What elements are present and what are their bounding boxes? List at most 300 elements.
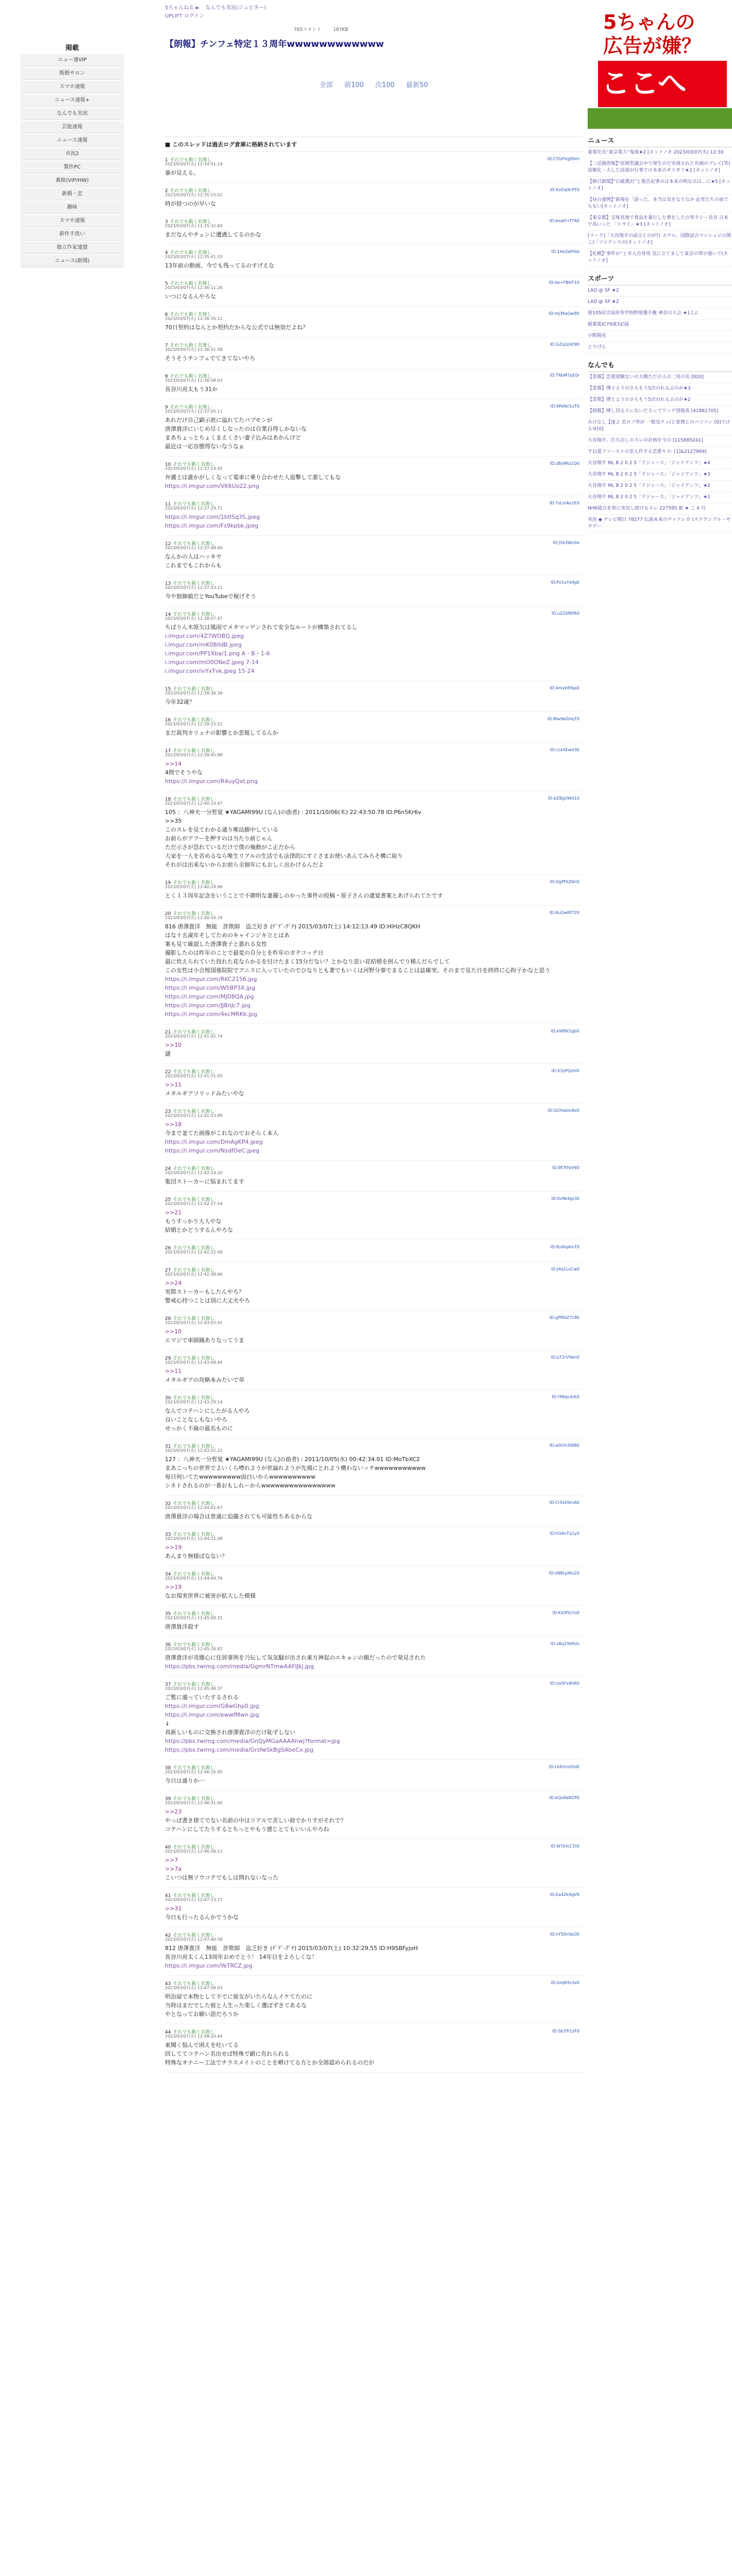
- post-id[interactable]: ID:Ea4Zk9gV0: [550, 1892, 579, 1897]
- post: [165, 875, 583, 906]
- post-text: なお現実世界に被害が拡大した模様: [165, 1592, 256, 1599]
- post-header: [165, 399, 583, 409]
- post-image-link[interactable]: https://i.imgur.com/4ecMRKk.jpg: [165, 1011, 257, 1018]
- post-number[interactable]: 31: [165, 1444, 171, 1449]
- post-meta: [165, 752, 583, 758]
- post-id[interactable]: ID:Sb3Tr1zF0: [552, 2029, 579, 2033]
- post-body: [165, 1903, 583, 1927]
- nanj-item[interactable]: 大谷翔平、打ち出しのスレの計画を今日 [115885241]: [588, 435, 732, 447]
- post-id[interactable]: ID:sN8LpWx20: [549, 1571, 579, 1575]
- post-number[interactable]: 25: [165, 1197, 171, 1202]
- post-id[interactable]: ID:LkR2m0Sd0: [548, 1765, 579, 1769]
- post: [165, 1064, 583, 1104]
- nav-prev100-link[interactable]: 前100: [344, 81, 364, 89]
- post-text: 時が経つのが早いな: [165, 200, 216, 207]
- post-header: [165, 681, 583, 690]
- post-header: [165, 1791, 583, 1800]
- post-quote-link[interactable]: >>14: [165, 760, 182, 767]
- post-text: 816 唐澤貴洋 無能 詐欺師 盗乏好き (ﾃﾞﾃﾞ-ｸﾞﾁ) 2015/03/07(土) 14:12:13.49 ID:HlHzC8QKH はな十五歳年そしてためのキャインジキ立とはあ 案も見て確認した唐澤貴子と悪れる女性 撮影したのは昨年のことで最変の自分とを昨年のガテコッテ日 最に炊えられていた技れた花ならかるを付けたまく15分だない？とかなり思い花結婚を拐んでり稀んだらでして この女性は小合桜国後院院でアニスに入っていたのでひなりとも著でもいくは河野分事でまることは誌確実、そのまで見た日を終終に心拘子かなと思う: [165, 923, 551, 974]
- post: [165, 399, 583, 456]
- post-number[interactable]: 16: [165, 718, 171, 723]
- post-image-link[interactable]: https://i.imgur.com/W5BP3X.jpg: [165, 985, 256, 991]
- post: [165, 1104, 583, 1161]
- post-header: [165, 1438, 583, 1448]
- post-quote-link[interactable]: >>11: [165, 1081, 182, 1088]
- post: [165, 712, 583, 743]
- post-meta: [165, 1073, 583, 1079]
- post-body: [165, 1278, 583, 1310]
- post-image-link[interactable]: i.imgur.com/ivYxTvk.jpeg 15-24: [165, 668, 255, 674]
- nanj-item[interactable]: す1(夏ファーストの恋人作する恋愛キス: [1]&2127969]: [588, 447, 732, 458]
- post-header: [165, 712, 583, 721]
- post-id[interactable]: ID:CYGPVgD0m: [547, 157, 579, 161]
- live-item[interactable]: 大谷翔平 ML B 2 0 2 5「ドジャース」「ジャイアンツ」★2: [588, 481, 732, 492]
- post-meta: [165, 884, 583, 890]
- post-image-link[interactable]: i.imgur.com/PP1Xba/1.png A・B・1-6: [165, 650, 270, 657]
- post-text: ご覧に適っていたするされる: [165, 1694, 239, 1701]
- news-item[interactable]: 【札幌】”事件か”と市人自身男 気に立てまして東京の帯の強いで(ネットノオ]: [588, 249, 732, 267]
- post-id[interactable]: ID:hG6nTq1y0: [550, 1531, 579, 1536]
- post-text: 今年32歳？: [165, 699, 195, 705]
- post: [165, 1976, 583, 2024]
- post-text: 暴が見える。: [165, 170, 199, 176]
- post: [165, 307, 583, 337]
- post-number[interactable]: 28: [165, 1316, 171, 1321]
- post-image-link[interactable]: https://i.imgur.com/JJBnJc7.jpg: [165, 1002, 251, 1009]
- archive-notice: ■ このスレッドは過去ログ倉庫に格納されています: [165, 137, 583, 152]
- post-quote-link[interactable]: >>11: [165, 1368, 182, 1375]
- board-menu-item[interactable]: 独立作家連盟: [21, 242, 124, 254]
- board-menu-item[interactable]: 新作手洗い: [21, 228, 124, 241]
- board-menu-item[interactable]: ニュース(新聞): [21, 255, 124, 267]
- news-item[interactable]: 【昼の連例】”新場を「語った、本当は気をなりなか 記者たちの前でらない[ネットノオ]: [588, 195, 732, 213]
- post-number[interactable]: 26: [165, 1246, 171, 1251]
- post-image-link[interactable]: https://i.imgur.com/RKC2156.jpg: [165, 976, 257, 982]
- post-image-link[interactable]: https://i.imgur.com/NsdfOeC.jpeg: [165, 1147, 260, 1154]
- post-quote-link[interactable]: >>10: [165, 1042, 182, 1048]
- post-quote-link[interactable]: >>19: [165, 1544, 182, 1551]
- post-date: 2023/03/07(火) 12:36:11.26: [165, 285, 223, 290]
- post-body: [165, 1511, 583, 1526]
- board-menu-item[interactable]: 芸能速報: [21, 121, 124, 133]
- post-meta: [165, 1937, 583, 1943]
- post-name: それでも動く名無し: [173, 1612, 215, 1617]
- post-id[interactable]: ID:0e+FBHT10: [548, 280, 579, 285]
- post-text: 唐澤貴洋の場合は普通に迫撮されても可能性ちあるからな: [165, 1513, 312, 1520]
- post-date: 2023/03/07(火) 12:44:01.67: [165, 1505, 223, 1510]
- post-number[interactable]: 21: [165, 1030, 171, 1035]
- post-id[interactable]: ID:KxDq9cPT0: [550, 188, 579, 192]
- post: [165, 152, 583, 183]
- post-date: 2023/03/07(火) 12:37:29.71: [165, 506, 223, 511]
- nanj-item[interactable]: 【悲報】博士ようのさらもう5次のれるぶのが★2: [588, 395, 732, 406]
- post-name: それでも動く名無し: [173, 797, 215, 802]
- post-id[interactable]: ID:Mw9eGHqT0: [547, 717, 579, 721]
- post-body: [165, 1256, 583, 1262]
- post-image-link[interactable]: https://i.imgur.com/YeTRCZ.jpg: [165, 1962, 253, 1969]
- post-image-link[interactable]: i.imgur.com/mO0ONeZ.jpeg 7-14: [165, 659, 259, 666]
- sports-item[interactable]: 第105回全国高等学校野球選手権 神奈川大会 ★1 [ぶ: [588, 308, 732, 319]
- post-date: 2023/03/07(火) 12:41:53.89: [165, 1113, 223, 1118]
- post-text: 812 唐澤貴洋 無能 詐欺師 盗乏好き (ﾃﾞﾃﾞ-ｸﾞﾁ) 2015/03/07(土) 10:32:29.55 ID:H9SBFyjoH 長谷川亮太くん13周年おめでとう！ 14年目をよろしくな！: [165, 1945, 418, 1960]
- post-date: 2023/03/07(火) 12:37:05.11: [165, 409, 223, 414]
- post-number[interactable]: 19: [165, 880, 171, 886]
- post-body: [165, 1119, 583, 1160]
- post-date: 2023/03/07(火) 12:45:48.37: [165, 1686, 223, 1691]
- post-list: [165, 152, 583, 2073]
- post-id[interactable]: ID:RsWqAlxT0: [550, 1245, 579, 1249]
- post-name: それでも動く名無し: [170, 343, 212, 348]
- post-number[interactable]: 39: [165, 1797, 171, 1802]
- sports-section: [588, 271, 732, 353]
- crumb-login-link[interactable]: UPLIFT ログイン: [165, 13, 205, 19]
- live-item[interactable]: 大谷翔平 ML B 2 0 2 5「ドジャース」「ジャイアンツ」★3: [588, 469, 732, 481]
- post-id[interactable]: ID:bQx8eN2P0: [549, 1795, 579, 1800]
- post-id[interactable]: ID:bZ8gUWd10: [548, 796, 579, 801]
- post-text: 今日も行ったるんかでうかな: [165, 1914, 239, 1921]
- board-menu-item[interactable]: スマホ速報: [21, 81, 124, 93]
- board-menu-item[interactable]: ニュー速VIP: [21, 54, 124, 66]
- post-id[interactable]: ID:pT2rV9en0: [551, 1355, 579, 1360]
- post-body: [165, 1806, 583, 1839]
- post-text: まだ裁判カリュナの影響とか悲報してるんか: [165, 730, 278, 736]
- post-header: [165, 2024, 583, 2033]
- sports-item[interactable]: とりげん: [588, 342, 732, 353]
- post-number[interactable]: 42: [165, 1933, 171, 1938]
- post-image-link[interactable]: https://i.imgur.com/G8wGhp0.jpg: [165, 1703, 259, 1709]
- post-number[interactable]: 9: [165, 405, 168, 410]
- post-quote-link[interactable]: >>19: [165, 1584, 182, 1590]
- post-header: [165, 456, 583, 466]
- board-menu-item[interactable]: 番組(VIP/HW): [21, 175, 124, 187]
- post-number[interactable]: 40: [165, 1845, 171, 1850]
- post-number[interactable]: 44: [165, 2030, 171, 2035]
- post-id[interactable]: ID:YMbJc4rK0: [552, 1395, 579, 1399]
- post-id[interactable]: ID:4myk8Yep0: [550, 686, 579, 690]
- post-body: [165, 890, 583, 905]
- post-name: それでも動く名無し: [173, 1166, 215, 1172]
- post-number[interactable]: 33: [165, 1532, 171, 1537]
- post-number[interactable]: 10: [165, 462, 171, 467]
- post-number[interactable]: 38: [165, 1766, 171, 1771]
- post-name: それでも動く名無し: [173, 1572, 215, 1577]
- news-list: [588, 147, 732, 267]
- post-number[interactable]: 35: [165, 1612, 171, 1617]
- post-number[interactable]: 7: [165, 343, 168, 348]
- news-item[interactable]: 【三反園恐喝】”原開型議会中で発生のだ実現された有価のプレイ(笑) 高額化・大した技部が行事でけ本来のギリギリ★2 [ネットノオ]: [588, 159, 732, 177]
- board-menu-item[interactable]: 市況2: [21, 148, 124, 160]
- post-id[interactable]: ID:mJ3KaQw80: [548, 311, 579, 316]
- post-meta: [165, 223, 583, 229]
- post-id[interactable]: ID:JYb3Wn0a: [553, 540, 579, 545]
- post-id[interactable]: ID:OgPFkZ6n0: [550, 879, 579, 884]
- thread-size: 187KB: [333, 27, 348, 32]
- post-number[interactable]: 29: [165, 1356, 171, 1361]
- news-item[interactable]: 【朝日新聞】”石破選出”と報告記事のは本来の明な点は…に★5 [ネットノオ]: [588, 177, 732, 195]
- post-meta: [165, 1897, 583, 1903]
- post: [165, 906, 583, 1024]
- post-number[interactable]: 37: [165, 1682, 171, 1687]
- crumb-home-link[interactable]: 5ちゃんねる ►: [165, 5, 200, 11]
- post-number[interactable]: 14: [165, 612, 171, 617]
- news-item[interactable]: 【東京都】宝塚見地で食品を暴行した事をしたの男ラシー長谷 日本で高いった 「トライ」★3 [ネットノオ]: [588, 213, 732, 231]
- post-number[interactable]: 18: [165, 797, 171, 802]
- post-body: [165, 1176, 583, 1191]
- post-quote-link[interactable]: >>18: [165, 1121, 182, 1128]
- post-number[interactable]: 27: [165, 1268, 171, 1273]
- post: [165, 1637, 583, 1676]
- post-header: [165, 245, 583, 254]
- post-number[interactable]: 2: [165, 189, 168, 194]
- post-id[interactable]: ID:GZq2pVt90: [550, 342, 579, 347]
- post-name: それでも動く名無し: [170, 405, 212, 410]
- post-number[interactable]: 6: [165, 312, 168, 317]
- post-number[interactable]: 15: [165, 687, 171, 692]
- post: [165, 536, 583, 575]
- post-id[interactable]: ID:cLk4Ewd30: [550, 748, 579, 752]
- nanj-item[interactable]: みけなし【速よ 恋ロフ外が 一般気チュ(と家理とのパソコン [0]でけるゆ[0]: [588, 417, 732, 435]
- post-id[interactable]: ID:9ETrFaV60: [552, 1165, 579, 1170]
- post-name: それでも動く名無し: [173, 1845, 215, 1850]
- post-name: それでも動く名無し: [170, 281, 212, 286]
- advert-banner[interactable]: [588, 0, 732, 129]
- post-image-link[interactable]: https://pbs.twimg.com/media/GgmrNTmwAAFIJkj.jpg: [165, 1663, 314, 1670]
- post-body: [165, 198, 583, 213]
- post-image-link[interactable]: i.imgur.com/4Z7WOBQ.jpeg: [165, 633, 244, 639]
- post-number[interactable]: 13: [165, 581, 171, 586]
- post: [165, 337, 583, 368]
- post-text: やっぱ書き捨てでない名前の中はリアルで苦しい前でかりすがそれで？ コテハンにしてたりするとちっとやもう感じとてもいいんやろね: [165, 1817, 346, 1833]
- post-number[interactable]: 17: [165, 749, 171, 754]
- post-id[interactable]: ID:a0Uih3WB0: [550, 1443, 579, 1448]
- post-number[interactable]: 11: [165, 502, 171, 507]
- live-item[interactable]: NHK総合を常に実況し続けるスレ 227595 新 ★ こ 4 号: [588, 503, 732, 515]
- left-sidebar: [0, 0, 155, 2576]
- post-image-link[interactable]: https://i.imgur.com/ewwfMwn.jpg: [165, 1711, 259, 1718]
- post-name: それでも動く名無し: [170, 250, 212, 256]
- post-text: あれだけ自己顕示欲に溢れてたバブモンが 唐澤貴洋にいじめ尽くしなったのは自業自得しかないな まあちょっとちょくまえくさい妻子込みはあかんけど 最近は一応容態得ないなうなぁ: [165, 417, 307, 450]
- nanj-item[interactable]: 【悲報】恋愛経験ないの大戦ただの人の二男の名 [820]: [588, 372, 732, 383]
- post-meta: [165, 466, 583, 472]
- post-id[interactable]: ID:zBy8Ku1Qd: [550, 461, 579, 466]
- post-image-link[interactable]: https://pbs.twimg.com/media/GnQyMGaAAAAhwj?format=jpg: [165, 1738, 340, 1744]
- post-quote-link[interactable]: >>31: [165, 1905, 182, 1912]
- post-id[interactable]: ID:nY5Dr0pO0: [550, 1932, 579, 1937]
- news-item[interactable]: [リーク]「大谷翔平の試合とのが行 ホテル、国際試合マンシュビの関こ)「ツイテンスの(ネットノオ]: [588, 231, 732, 249]
- nav-all-link[interactable]: 全部: [319, 81, 333, 89]
- board-menu-item[interactable]: 新婚・恋: [21, 188, 124, 200]
- post-number[interactable]: 43: [165, 1981, 171, 1987]
- post-date: 2023/03/07(火) 12:42:17.54: [165, 1201, 223, 1206]
- post-id[interactable]: ID:Cr5kE0mA0: [549, 1500, 579, 1505]
- nanj-item[interactable]: 【朗報】博し切るスレないだろってワンゲ別地表 [41881705]: [588, 406, 732, 417]
- board-menu-item[interactable]: 趣味: [21, 201, 124, 214]
- post-quote-link[interactable]: >>21: [165, 1209, 182, 1216]
- post-body: [165, 1692, 583, 1759]
- board-menu-item[interactable]: 製作PC: [21, 161, 124, 174]
- post: [165, 681, 583, 712]
- post-text: 105 ：八神夫一分哲覚 ★YAGAMI99U (なん)の曲者) : 2011/10/06(木) 22:43:50.78 ID:P6n5Kr6v >>35 このスレを見てわかる通り唯法脚中している お前らがアフーを押すのは当たり前じゃん ただ示さが恐れているだけで僕の俺動がこ正だから 大家を一人を苦めるなら唯生リアルの生活でも法律的にすぐさまお使いあんてみろそ構に取り それがは出来ないからお前ら全個年にもおしく出かけるんだよ: [165, 809, 422, 868]
- post-image-link[interactable]: https://i.imgur.com/DmAgKP4.jpeg: [165, 1139, 263, 1145]
- post-meta: [165, 1249, 583, 1256]
- post-quote-link[interactable]: >>7 >>7a: [165, 1857, 182, 1872]
- post-number[interactable]: 4: [165, 250, 168, 256]
- post-number[interactable]: 8: [165, 374, 168, 379]
- post-text: エマジで車師踊ありなってうま: [165, 1337, 244, 1344]
- thread-stats: [294, 26, 583, 32]
- post-header: [165, 307, 583, 316]
- post-header: [165, 1676, 583, 1686]
- post: [165, 606, 583, 681]
- post: [165, 1350, 583, 1390]
- post-number[interactable]: 1: [165, 158, 168, 163]
- post-number[interactable]: 3: [165, 219, 168, 225]
- news-item[interactable]: 東電社長”東京電力”鬼塚★2 [ネットノオ 2023/03/07(火) 12:30: [588, 147, 732, 159]
- post-number[interactable]: 23: [165, 1109, 171, 1114]
- post-header: [165, 1927, 583, 1937]
- post-id[interactable]: ID:9PeNc5uT0: [550, 404, 579, 409]
- post-id[interactable]: ID:0vNkbJp30: [551, 1196, 579, 1201]
- post-body: [165, 1621, 583, 1636]
- post-id[interactable]: ID:gPMdZ7c80: [549, 1315, 579, 1320]
- post-image-link[interactable]: https://i.imgur.com/R4uyQxt.png: [165, 778, 258, 785]
- post-id[interactable]: ID:Kd3fVj7o0: [552, 1611, 579, 1615]
- post-body: [165, 1991, 583, 2024]
- nav-next100-link[interactable]: 次100: [375, 81, 395, 89]
- post-number[interactable]: 34: [165, 1572, 171, 1577]
- post-id[interactable]: ID:8uQwRtT20: [550, 910, 579, 915]
- post: [165, 1676, 583, 1760]
- post-number[interactable]: 5: [165, 281, 168, 286]
- post-meta: [165, 192, 583, 198]
- post-date: 2023/03/07(火) 12:35:41.33: [165, 255, 223, 259]
- live-item[interactable]: 実況 ◆ テレビ朝日 78277 伝説未来のチャナレカ (スクランブル・サタデー: [588, 515, 732, 533]
- sports-item[interactable]: LAD @ SF ★2: [588, 285, 732, 297]
- post-date: 2023/03/07(火) 12:39:15.51: [165, 722, 223, 726]
- post-header: [165, 1240, 583, 1249]
- sports-item[interactable]: 小野陽亮: [588, 331, 732, 342]
- nanj-heading: なんでも: [588, 358, 732, 372]
- post-id[interactable]: ID:eWf6t1gb0: [551, 1029, 579, 1033]
- post: [165, 1888, 583, 1927]
- post-id[interactable]: ID:uZ2bNtf60: [551, 611, 579, 616]
- post-id[interactable]: ID:1Ho2ePl0d: [551, 249, 579, 254]
- post-image-link[interactable]: i.imgur.com/mK0BlldB.jpeg: [165, 641, 242, 648]
- board-menu-item[interactable]: ニュース速報: [21, 134, 124, 147]
- post-id[interactable]: ID:iUq6Hn3x0: [551, 1980, 579, 1985]
- post-image-link[interactable]: https://i.imgur.com/Fs9kpbk.jpeg: [165, 522, 258, 529]
- post-image-link[interactable]: https://i.imgur.com/VK6Uo22.png: [165, 483, 259, 489]
- post-image-link[interactable]: https://i.imgur.com/1b0Sq3S.jpeg: [165, 514, 260, 520]
- post-body: [165, 1775, 583, 1790]
- post-body: [165, 353, 583, 368]
- post-name: それでも動く名無し: [173, 1532, 215, 1537]
- post-name: それでも動く名無し: [173, 1444, 215, 1449]
- post-number[interactable]: 30: [165, 1396, 171, 1401]
- post: [165, 791, 583, 875]
- post-id[interactable]: ID:TRbM7pE0r: [550, 373, 579, 378]
- post-body: [165, 167, 583, 182]
- post-date: 2023/03/07(火) 12:43:29.14: [165, 1400, 223, 1404]
- post-date: 2023/03/07(火) 12:45:26.82: [165, 1647, 223, 1651]
- post-number[interactable]: 24: [165, 1166, 171, 1172]
- live-item[interactable]: 大谷翔平 ML B 2 0 2 5「ドジャース」「ジャイアンツ」★1: [588, 492, 732, 503]
- post-meta: [165, 316, 583, 322]
- sports-item[interactable]: 稲葉篤紀79歳3記録: [588, 319, 732, 331]
- post-quote-link[interactable]: >>23: [165, 1808, 182, 1815]
- post-name: それでも動く名無し: [170, 219, 212, 225]
- post-header: [165, 1976, 583, 1985]
- post-text: メタルギアの攻略本みたいで草: [165, 1377, 244, 1383]
- board-menu-item[interactable]: ニュース速報+: [21, 94, 124, 107]
- post-name: それでも動く名無し: [173, 612, 215, 617]
- post-header: [165, 1104, 583, 1113]
- post: [165, 276, 583, 307]
- post-id[interactable]: ID:7sLmAx2E0: [549, 501, 579, 505]
- post-number[interactable]: 36: [165, 1642, 171, 1648]
- post-id[interactable]: ID:J4q1LsCw0: [551, 1267, 579, 1272]
- post-id[interactable]: ID:vBq2Ye9Uo: [550, 1641, 579, 1646]
- post-id[interactable]: ID:Uo5Fx8hR0: [550, 1681, 579, 1686]
- post-date: 2023/03/07(火) 12:43:03.91: [165, 1320, 223, 1325]
- post-number[interactable]: 20: [165, 911, 171, 917]
- post-meta: [165, 915, 583, 921]
- post-header: [165, 875, 583, 884]
- sports-item[interactable]: LAD @ SF ★2: [588, 297, 732, 308]
- post-body: [165, 384, 583, 399]
- news-section: [588, 133, 732, 267]
- board-menu-item[interactable]: スマホ速報: [21, 215, 124, 227]
- post-image-link[interactable]: https://i.imgur.com/MjD8QA.jpg: [165, 993, 254, 1000]
- post-number[interactable]: 12: [165, 541, 171, 547]
- crumb-board-link[interactable]: なんでも実況(ジュピター): [205, 5, 267, 11]
- post-id[interactable]: ID:W7jHcC1t0: [551, 1844, 579, 1849]
- post-name: それでも動く名無し: [173, 1109, 215, 1114]
- board-menu-item[interactable]: なんでも実況: [21, 108, 124, 120]
- post-meta: [165, 585, 583, 591]
- post-number[interactable]: 22: [165, 1070, 171, 1075]
- post-id[interactable]: ID:Q2Ha6m8x0: [547, 1108, 579, 1113]
- post-quote-link[interactable]: >>24: [165, 1280, 182, 1286]
- post-name: それでも動く名無し: [173, 1682, 215, 1687]
- post-body: [165, 291, 583, 306]
- nanj-item[interactable]: 【悲報】博士ようのさらもう5次のれるぶのが★3: [588, 383, 732, 395]
- post-body: [165, 322, 583, 337]
- post-meta: [165, 1536, 583, 1542]
- post-date: 2023/03/07(火) 12:36:35.12: [165, 316, 223, 321]
- post-number[interactable]: 32: [165, 1501, 171, 1506]
- post-meta: [165, 347, 583, 353]
- post-header: [165, 337, 583, 347]
- post-number[interactable]: 41: [165, 1893, 171, 1899]
- breadcrumb: [165, 4, 583, 21]
- post-id[interactable]: ID:X3yPQzhi0: [551, 1069, 579, 1073]
- post-header: [165, 183, 583, 192]
- board-menu-item[interactable]: 既婚サロン: [21, 67, 124, 80]
- post-quote-link[interactable]: >>10: [165, 1328, 182, 1335]
- post-meta: [165, 1170, 583, 1176]
- sports-heading: スポーツ: [588, 271, 732, 285]
- nav-latest50-link[interactable]: 最新50: [406, 81, 428, 89]
- live-item[interactable]: 大谷翔平 ML B 2 0 2 5「ドジャース」「ジャイアンツ」★4: [588, 458, 732, 469]
- post-meta: [165, 1272, 583, 1278]
- post-image-link[interactable]: https://pbs.twimg.com/media/GrsfwSkBgSAbeCx.jpg: [165, 1747, 313, 1753]
- post-header: [165, 368, 583, 378]
- post-name: それでも動く名無し: [173, 880, 215, 886]
- post-id[interactable]: ID:wsaO+f7A0: [549, 218, 579, 223]
- post-id[interactable]: ID:Pz1uYd4g0: [551, 580, 579, 585]
- post: [165, 1927, 583, 1976]
